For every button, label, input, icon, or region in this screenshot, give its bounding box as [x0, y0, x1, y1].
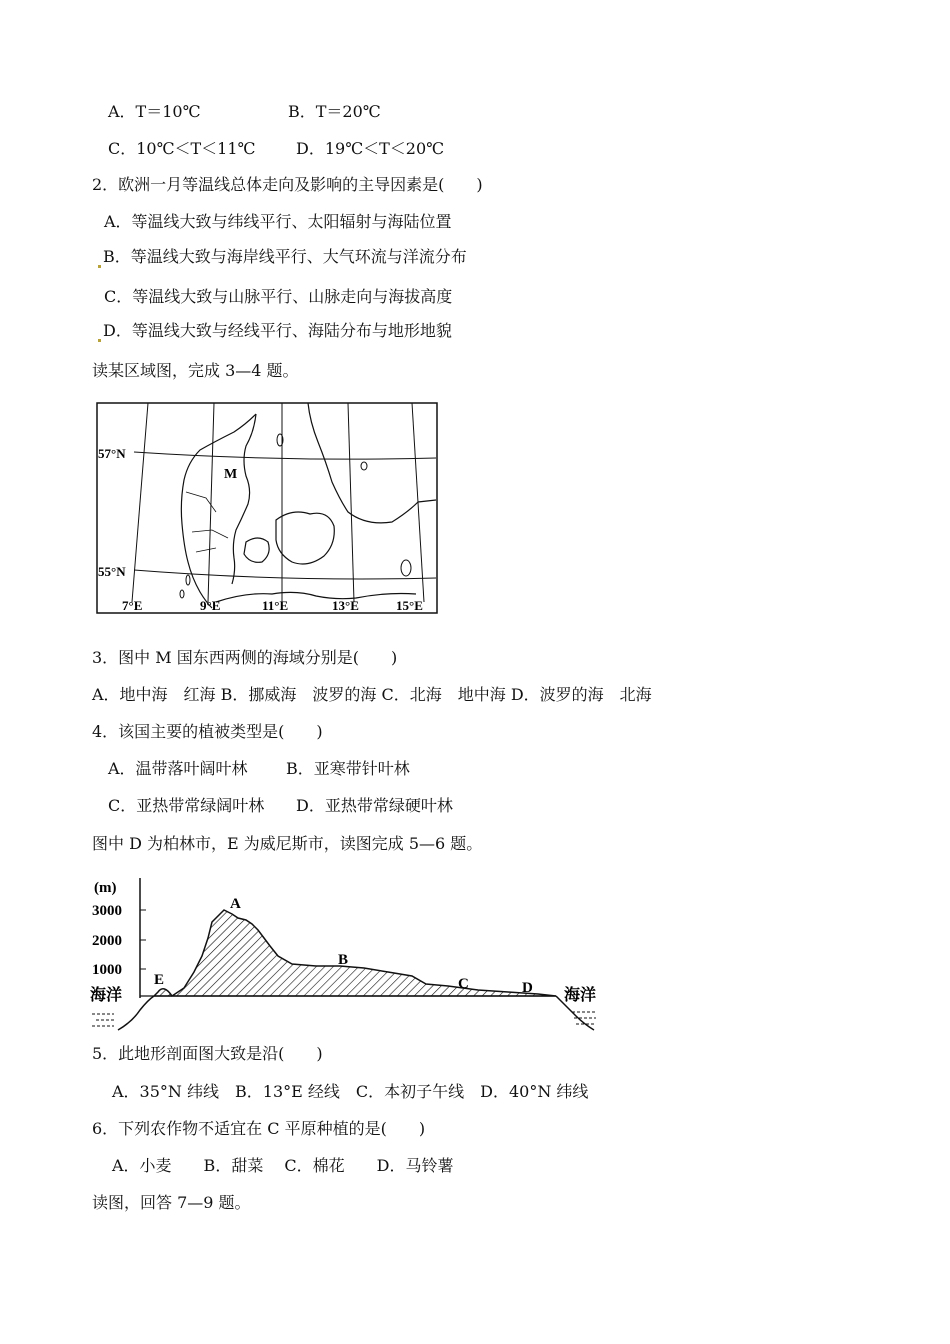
q1-option-b: B．T＝20℃	[288, 102, 381, 121]
intro-7-9: 读图，回答 7—9 题。	[92, 1193, 251, 1212]
region-map	[96, 402, 438, 614]
y-tick-2000: 2000	[92, 933, 122, 949]
lat-label-55: 55°N	[98, 564, 126, 579]
q1-option-c: C．10℃＜T＜11℃	[108, 139, 256, 158]
country-label-m: M	[224, 467, 238, 482]
intro-5-6: 图中 D 为柏林市，E 为威尼斯市，读图完成 5—6 题。	[92, 834, 483, 853]
terrain-profile	[88, 872, 608, 1038]
q3-stem: 3．图中 M 国东西两侧的海域分别是( )	[92, 648, 398, 667]
mark-dot	[98, 265, 101, 268]
point-b-label: B	[338, 952, 349, 968]
q2-option-d-row	[98, 321, 452, 342]
map-frame	[97, 403, 437, 613]
left-coast	[118, 996, 154, 1030]
q2-stem: 2．欧洲一月等温线总体走向及影响的主导因素是( )	[92, 175, 483, 194]
lon-label-9: 9°E	[200, 598, 221, 613]
lon-label-15: 15°E	[396, 598, 423, 613]
point-d-label: D	[522, 980, 533, 996]
q4-option-a: A．温带落叶阔叶林	[108, 759, 248, 778]
lon-label-7: 7°E	[122, 598, 143, 613]
q5-options: A．35°N 纬线 B．13°E 经线 C．本初子午线 D．40°N 纬线	[112, 1082, 589, 1101]
q2-option-b: B．等温线大致与海岸线平行、大气环流与洋流分布	[103, 247, 467, 266]
q2-option-d: D．等温线大致与经线平行、海陆分布与地形地貌	[103, 321, 452, 340]
q4-option-b: B．亚寒带针叶林	[286, 759, 410, 778]
sea-label-left: 海洋	[90, 987, 123, 1004]
q1-option-a: A．T＝10℃	[108, 102, 201, 121]
q2-option-b-row	[98, 247, 467, 268]
y-tick-1000: 1000	[92, 962, 122, 978]
q4-stem: 4．该国主要的植被类型是( )	[92, 722, 323, 741]
q2-option-a: A．等温线大致与纬线平行、太阳辐射与海陆位置	[104, 212, 452, 231]
mark-dot	[98, 339, 101, 342]
lon-label-13: 13°E	[332, 598, 359, 613]
lon-label-11: 11°E	[262, 598, 289, 613]
intro-3-4: 读某区域图，完成 3—4 题。	[92, 361, 299, 380]
unit-label: (m)	[94, 880, 117, 896]
q4-option-c: C．亚热带常绿阔叶林	[108, 796, 265, 815]
q6-stem: 6．下列农作物不适宜在 C 平原种植的是( )	[92, 1119, 426, 1138]
q4-option-d: D．亚热带常绿硬叶林	[296, 796, 453, 815]
q1-option-d: D．19℃＜T＜20℃	[296, 139, 445, 158]
sea-label-right: 海洋	[564, 987, 597, 1004]
q5-stem: 5．此地形剖面图大致是沿( )	[92, 1044, 323, 1063]
sea-water-left	[92, 1014, 116, 1026]
point-c-label: C	[458, 976, 469, 992]
terrain-mass	[154, 910, 556, 996]
q6-options: A．小麦 B．甜菜 C．棉花 D．马铃薯	[112, 1156, 454, 1175]
point-e-label: E	[154, 972, 165, 988]
y-tick-3000: 3000	[92, 903, 122, 919]
q3-options: A．地中海 红海 B．挪威海 波罗的海 C．北海 地中海 D．波罗的海 北海	[92, 685, 652, 704]
q2-option-c: C．等温线大致与山脉平行、山脉走向与海拔高度	[104, 287, 453, 306]
lat-label-57: 57°N	[98, 446, 126, 461]
point-a-label: A	[230, 896, 241, 912]
